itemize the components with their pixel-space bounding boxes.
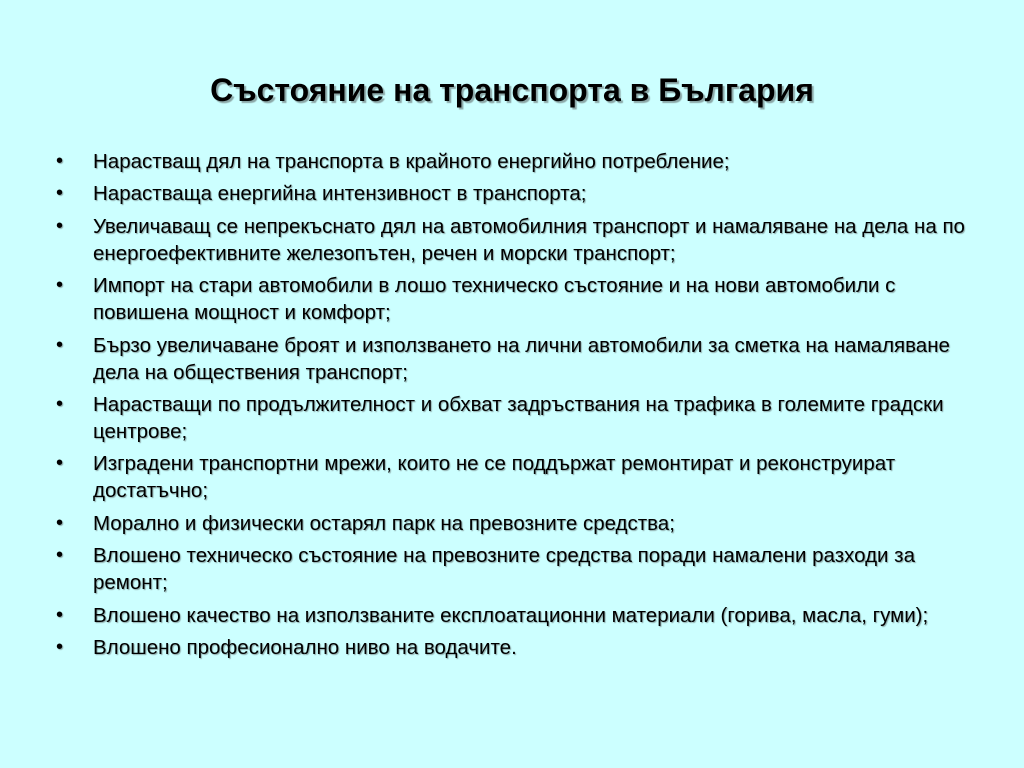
bullet-item: • Бързо увеличаване броят и използването на лични автомобили за сметка на намаляване дела на обществения транспорт; [56, 332, 976, 386]
slide-title: Състояние на транспорта в България [210, 72, 814, 108]
bullet-list [56, 148, 976, 666]
bullet-item: • Влошено техническо състояние на превозните средства поради намалени разходи за ремонт; [56, 542, 976, 596]
bullet-item: • Влошено качество на използваните експлоатационни материали (горива, масла, гуми); [56, 602, 976, 629]
bullet-item: • Изградени транспортни мрежи, които не се поддържат ремонтират и реконструират достатъчно; [56, 450, 976, 504]
bullet-item: • Влошено професионално ниво на водачите. [56, 634, 976, 661]
bullet-item: • Увеличаващ се непрекъснато дял на автомобилния транспорт и намаляване на дела на по енергоефективните железопътен, речен и морски транспорт; [56, 213, 976, 267]
bullet-item: • Нарастваща енергийна интензивност в транспорта; [56, 180, 976, 207]
bullet-item: • Импорт на стари автомобили в лошо техническо състояние и на нови автомобили с повишена мощност и комфорт; [56, 272, 976, 326]
bullet-item: • Морално и физически остарял парк на превозните средства; [56, 510, 976, 537]
bullet-item: • Нарастващ дял на транспорта в крайното енергийно потребление; [56, 148, 976, 175]
bullet-item: • Нарастващи по продължителност и обхват задръствания на трафика в големите градски центрове; [56, 391, 976, 445]
